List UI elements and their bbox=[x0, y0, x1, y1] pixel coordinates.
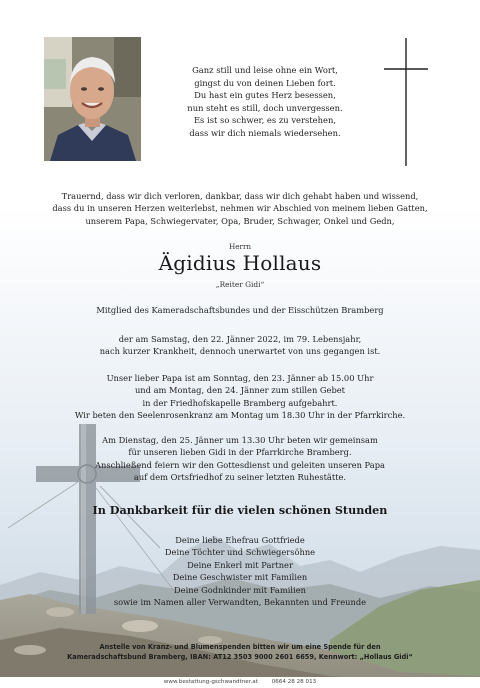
intro-line: dass du in unseren Herzen weiterlebst, nehmen wir Abschied von meinem lieben Gatten, bbox=[52, 203, 428, 214]
mourners-list bbox=[20, 534, 460, 608]
poem-line: gingst du von deinen Lieben fort. bbox=[194, 77, 336, 88]
poem-line: dass wir dich niemals wiedersehen. bbox=[189, 127, 341, 138]
poem bbox=[160, 64, 370, 140]
portrait-photo bbox=[44, 37, 141, 161]
mourner-line: Deine Godnkinder mit Familien bbox=[174, 584, 306, 595]
deceased-name: Ägidius Hollaus bbox=[158, 251, 322, 275]
funeral-line: auf dem Ortsfriedhof zu seiner letzten Ruhestätte. bbox=[133, 472, 347, 483]
viewing-line: Wir beten den Seelenrosenkranz am Montag um 18.30 Uhr in der Pfarrkirche. bbox=[74, 410, 406, 421]
poem-line: Du hast ein gutes Herz besessen, bbox=[194, 90, 336, 101]
mourner-line: Deine liebe Ehefrau Gottfriede bbox=[175, 535, 305, 545]
intro-text bbox=[20, 190, 460, 227]
website-link[interactable]: www.bestattung-gschwandtner.at bbox=[163, 679, 258, 685]
funeral-line: Anschließend feiern wir den Gottesdienst und geleiten unseren Papa bbox=[95, 459, 385, 470]
funeral-line: für unseren lieben Gidi in der Pfarrkirche Bramberg. bbox=[128, 447, 352, 458]
membership-line: Mitglied des Kameradschaftsbundes und der Eisschützen Bramberg bbox=[96, 305, 384, 315]
phone-number: 0664 28 28 013 bbox=[271, 679, 317, 685]
mourner-line: Deine Enkerl mit Partner bbox=[187, 559, 293, 570]
viewing-line: Unser lieber Papa ist am Sonntag, den 23. Jänner ab 15.00 Uhr bbox=[106, 373, 374, 383]
mourner-line: sowie im Namen aller Verwandten, Bekannten und Freunde bbox=[113, 597, 367, 608]
intro-line: unserem Papa, Schwiegervater, Opa, Bruder, Schwager, Onkel und Gedn, bbox=[85, 215, 395, 226]
mourner-line: Deine Töchter und Schwiegersöhne bbox=[164, 547, 316, 558]
poem-line: Ganz still und leise ohne ein Wort, bbox=[192, 65, 338, 75]
donation-line: Kameradschaftsbund Bramberg, IBAN: AT12 3503 9000 2601 6659, Kennwort: „Hollaus Gidi“ bbox=[67, 653, 413, 662]
donation-line: Anstelle von Kranz- und Blumenspenden bitten wir um eine Spende für den bbox=[99, 643, 381, 651]
funeral-info bbox=[20, 434, 460, 484]
funeral-home-credits bbox=[0, 677, 480, 688]
mourner-line: Deine Geschwister mit Familien bbox=[172, 572, 308, 583]
death-notice bbox=[20, 333, 460, 358]
funeral-line: Am Dienstag, den 25. Jänner um 13.30 Uhr beten wir gemeinsam bbox=[102, 435, 378, 445]
cross-icon bbox=[378, 38, 434, 166]
membership bbox=[20, 304, 460, 316]
salutation: Herrn bbox=[228, 242, 252, 251]
poem-line: nun steht es still, doch unvergessen. bbox=[187, 102, 343, 113]
death-notice-line: der am Samstag, den 22. Jänner 2022, im 79. Lebensjahr, bbox=[118, 334, 362, 344]
intro-line: Trauernd, dass wir dich verloren, dankbar, dass wir dich gehabt haben und wissend, bbox=[61, 191, 419, 201]
donation-note bbox=[20, 642, 460, 662]
viewing-line: in der Friedhofskapelle Bramberg aufgebahrt. bbox=[142, 397, 338, 408]
nickname: „Reiter Gidi“ bbox=[215, 280, 265, 289]
viewing-info bbox=[20, 372, 460, 422]
gratitude-heading: In Dankbarkeit für die vielen schönen Stunden bbox=[92, 503, 388, 517]
poem-line: Es ist so schwer, es zu verstehen, bbox=[193, 115, 337, 126]
death-notice-line: nach kurzer Krankheit, dennoch unerwartet von uns gegangen ist. bbox=[99, 346, 381, 357]
viewing-line: und am Montag, den 24. Jänner zum stillen Gebet bbox=[134, 385, 346, 396]
